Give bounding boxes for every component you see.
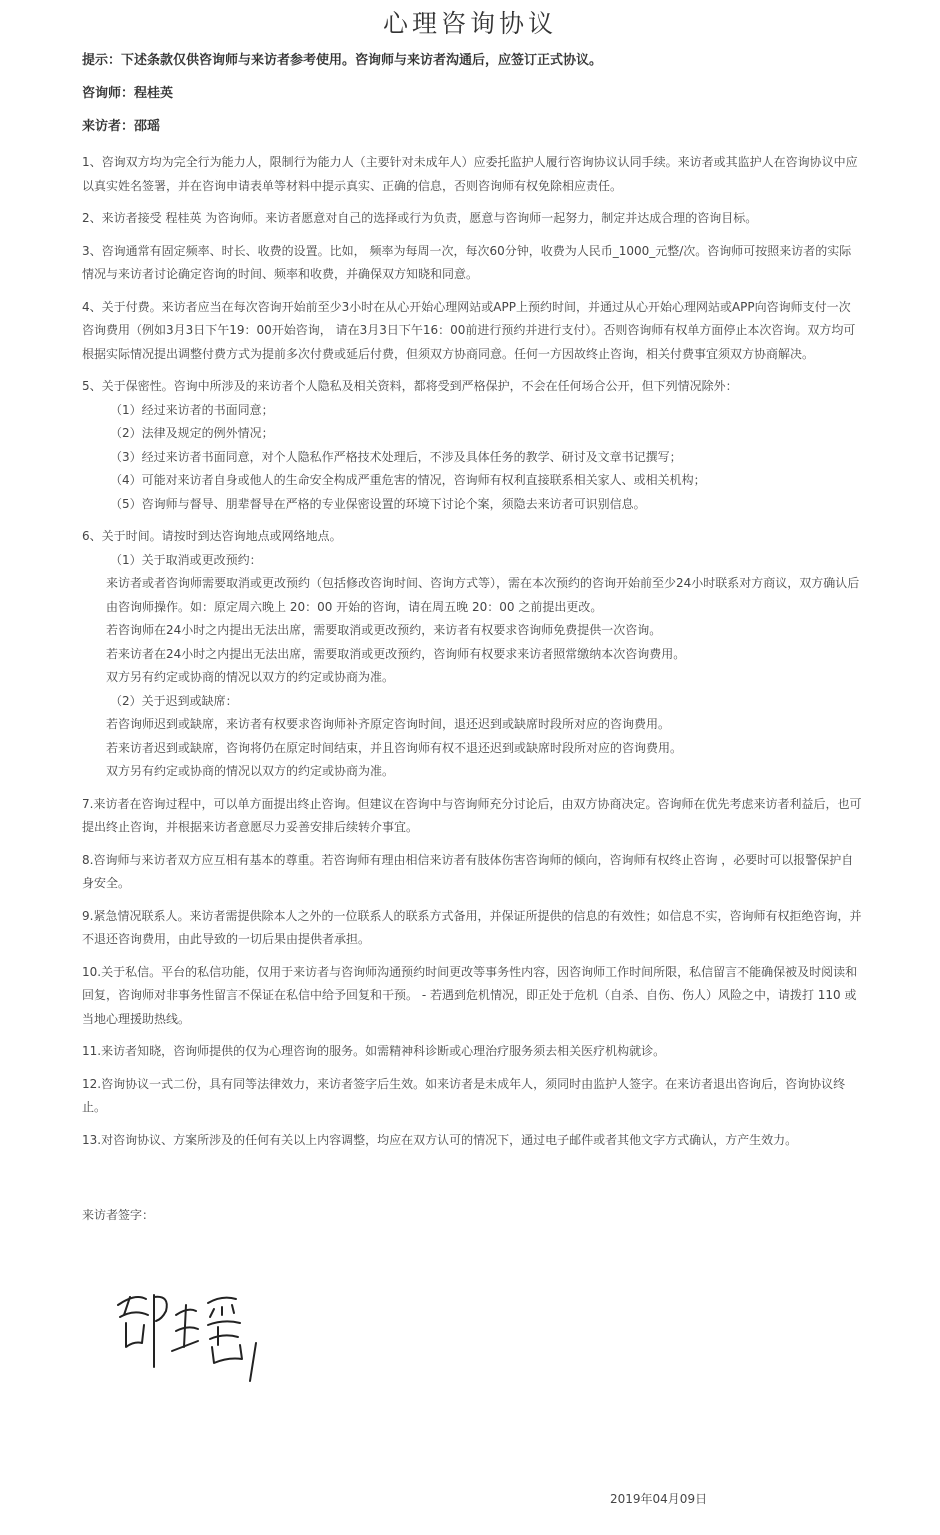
clause-5-item: （5）咨询师与督导、朋辈督导在严格的专业保密设置的环境下讨论个案，须隐去来访者可识别信息。 — [110, 496, 646, 511]
clause-11: 11.来访者知晓，咨询师提供的仅为心理咨询的服务。如需精神科诊断或心理治疗服务须去相关医疗机构就诊。 — [82, 1044, 666, 1058]
clause-6-sub2-p3: 双方另有约定或协商的情况以双方的约定或协商为准。 — [106, 764, 395, 778]
clause-5-item: （2）法律及规定的例外情况； — [110, 426, 274, 440]
clause-1: 1、咨询双方均为完全行为能力人，限制行为能力人（主要针对未成年人）应委托监护人履行咨询协议认同手续。来访者或其监护人在咨询协议中应以真实姓名签署，并在咨询申请表单等材料中提示真实、正确的信息，否则咨询师有权免除相应责任。 — [82, 155, 858, 193]
clause-6-sub1-p1: 来访者或者咨询师需要取消或更改预约（包括修改咨询时间、咨询方式等），需在本次预约的咨询开始前至少24小时联系对方商议，双方确认后由咨询师操作。如：原定周六晚上 20：00 开始的咨询，请在周五晚 20：00 之前提出更改。 — [106, 576, 860, 614]
clause-5-item: （4）可能对来访者自身或他人的生命安全构成严重危害的情况，咨询师有权利直接联系相关家人、或相关机构； — [110, 473, 706, 487]
clause-6 — [82, 525, 862, 784]
clause-6-sub2-p1: 若咨询师迟到或缺席，来访者有权要求咨询师补齐原定咨询时间，退还迟到或缺席时段所对应的咨询费用。 — [106, 717, 671, 731]
clause-3: 3、咨询通常有固定频率、时长、收费的设置。比如， 频率为每周一次，每次60分钟，收费为人民币_1000_元整/次。咨询师可按照来访者的实际情况与来访者讨论确定咨询的时间、频率和收费，并确保双方知晓和同意。 — [82, 243, 852, 281]
signature-date: 2019年04月09日 — [610, 1492, 708, 1506]
clause-6-sub2-title: （2）关于迟到或缺席： — [110, 693, 238, 708]
signature-label: 来访者签字： — [82, 1208, 155, 1222]
clause-13: 13.对咨询协议、方案所涉及的任何有关以上内容调整，均应在双方认可的情况下，通过电子邮件或者其他文字方式确认，方产生效力。 — [82, 1132, 798, 1147]
clause-6-sub2-p2: 若来访者迟到或缺席，咨询将仍在原定时间结束，并且咨询师有权不退还迟到或缺席时段所对应的咨询费用。 — [106, 740, 683, 755]
clause-6-sub1-p2: 若咨询师在24小时之内提出无法出席，需要取消或更改预约，来访者有权要求咨询师免费提供一次咨询。 — [106, 623, 662, 637]
clause-6-sub1-title: （1）关于取消或更改预约： — [110, 552, 262, 567]
agreement-body — [82, 52, 862, 1161]
clause-2: 2、来访者接受 程桂英 为咨询师。来访者愿意对自己的选择或行为负责，愿意与咨询师一起努力，制定并达成合理的咨询目标。 — [82, 211, 758, 225]
clause-6-sub1-p3: 若来访者在24小时之内提出无法出席，需要取消或更改预约，咨询师有权要求来访者照常缴纳本次咨询费用。 — [106, 646, 686, 661]
notice-text: 提示：下述条款仅供咨询师与来访者参考使用。咨询师与来访者沟通后，应签订正式协议。 — [82, 53, 603, 68]
clause-5-item: （3）经过来访者书面同意，对个人隐私作严格技术处理后，不涉及具体任务的教学、研讨及文章书记撰写； — [110, 449, 682, 464]
clause-5 — [82, 375, 862, 516]
visitor-line: 来访者：邵瑶 — [82, 119, 161, 134]
handwritten-signature — [110, 1285, 280, 1390]
clause-5-item: （1）经过来访者的书面同意； — [110, 402, 274, 417]
clause-8: 8.咨询师与来访者双方应互相有基本的尊重。若咨询师有理由相信来访者有肢体伤害咨询师的倾向，咨询师有权终止咨询 ，必要时可以报警保护自身安全。 — [82, 852, 854, 890]
clause-5-intro: 5、关于保密性。咨询中所涉及的来访者个人隐私及相关资料，都将受到严格保护，不会在任何场合公开，但下列情况除外： — [82, 379, 738, 393]
page-title: 心理咨询协议 — [382, 9, 557, 38]
clause-6-sub1-p4: 双方另有约定或协商的情况以双方的约定或协商为准。 — [106, 670, 395, 684]
clause-7: 7.来访者在咨询过程中，可以单方面提出终止咨询。但建议在咨询中与咨询师充分讨论后，由双方协商决定。咨询师在优先考虑来访者利益后，也可提出终止咨询，并根据来访者意愿尽力妥善安排后续转介事宜。 — [82, 796, 862, 834]
clause-9: 9.紧急情况联系人。来访者需提供除本人之外的一位联系人的联系方式备用，并保证所提供的信息的有效性；如信息不实，咨询师有权拒绝咨询，并不退还咨询费用，由此导致的一切后果由提供者承担。 — [82, 908, 862, 946]
clause-12: 12.咨询协议一式二份，具有同等法律效力，来访者签字后生效。如来访者是未成年人，须同时由监护人签字。在来访者退出咨询后，咨询协议终止。 — [82, 1076, 846, 1114]
counselor-line: 咨询师：程桂英 — [82, 86, 174, 101]
clause-10: 10.关于私信。平台的私信功能，仅用于来访者与咨询师沟通预约时间更改等事务性内容，因咨询师工作时间所限，私信留言不能确保被及时阅读和回复，咨询师对非事务性留言不保证在私信中给予回复和干预。 - 若遇到危机情况，即正处于危机（自杀、自伤、伤人）风险之中，请拨打 110 或当地心理援助热线。 — [82, 964, 858, 1026]
clause-6-intro: 6、关于时间。请按时到达咨询地点或网络地点。 — [82, 529, 342, 543]
clause-4: 4、关于付费。来访者应当在每次咨询开始前至少3小时在从心开始心理网站或APP上预约时间，并通过从心开始心理网站或APP向咨询师支付一次咨询费用（例如3月3日下午19：00开始咨询， 请在3月3日下午16：00前进行预约并进行支付）。否则咨询师有权单方面停止本次咨询。双方均可根据实际情况提出调整付费方式为提前多次付费或延后付费，但须双方协商同意。任何一方因故终止咨询，相关付费事宜须双方协商解决。 — [82, 299, 856, 361]
